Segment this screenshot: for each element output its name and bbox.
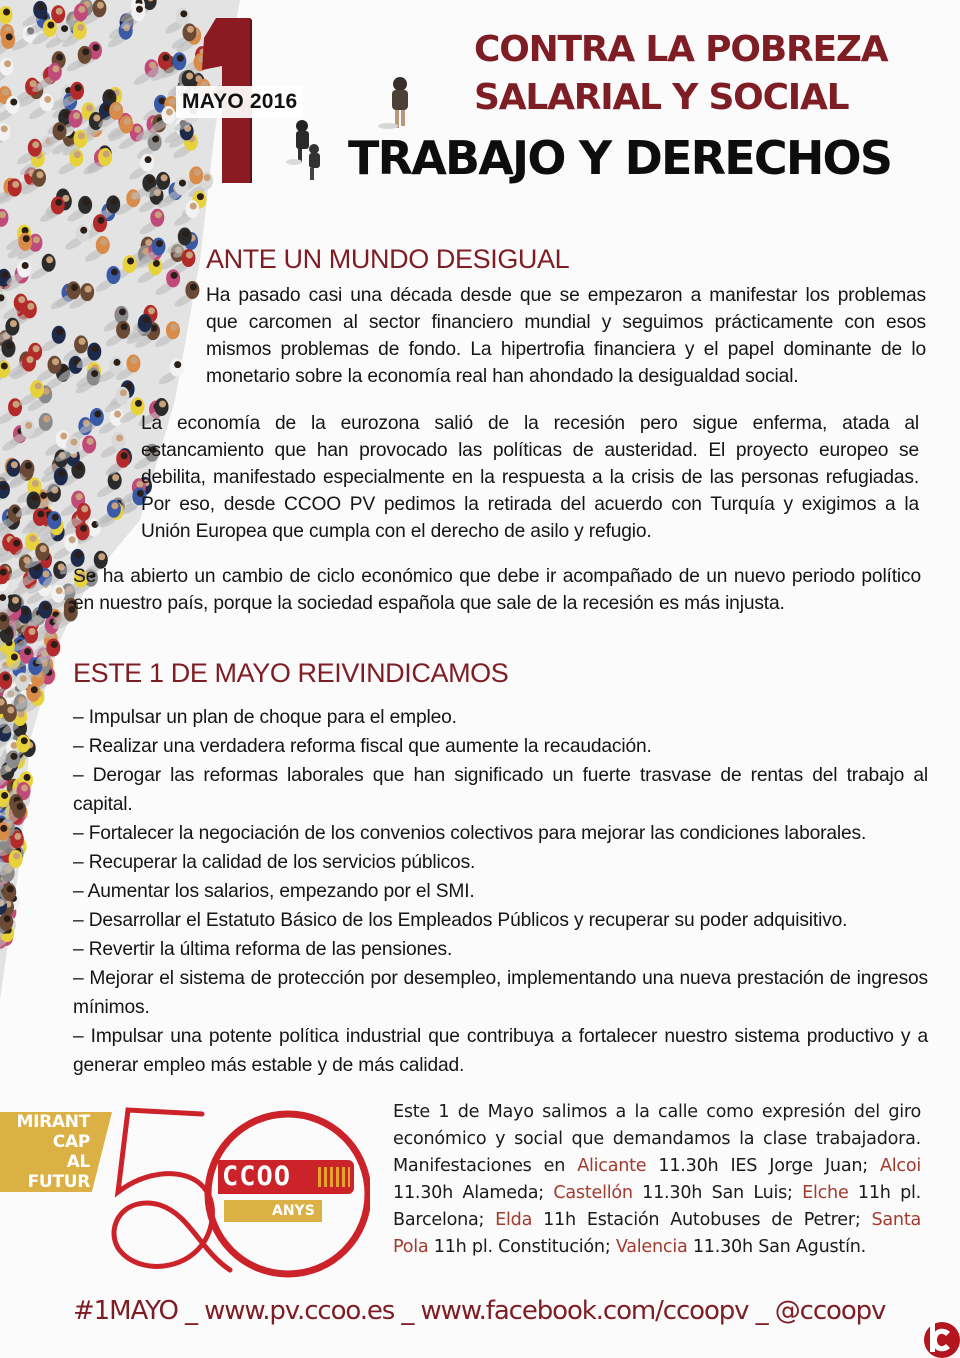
list-item: – Aumentar los salarios, empezando por el SMI. [73, 881, 475, 902]
demands-list [73, 703, 928, 1080]
separator: _ [748, 1296, 775, 1326]
list-item: – Realizar una verdadera reforma fiscal que aumente la recaudación. [73, 736, 652, 757]
section-heading-reivindicamos: ESTE 1 DE MAYO REIVINDICAMOS [73, 658, 509, 688]
city-alicante: Alicante [577, 1156, 647, 1176]
paragraph-text: Ha pasado casi una década desde que se empezaron a manifestar los problemas que carcomen al sector financiero mundial y seguimos prácticamente con esos mismos problemas de fondo. La hipertrofia financiera y el papel dominante de lo monetario sobre la economía real han ahondado la desigualdad social. [206, 285, 926, 387]
event-detail: 11h pl. Barcelona; [393, 1183, 921, 1230]
section-heading-desigual: ANTE UN MUNDO DESIGUAL [206, 244, 570, 274]
hashtag: #1MAYO [73, 1296, 178, 1326]
separator: _ [177, 1296, 205, 1326]
event-detail: 11h pl. Constitución; [428, 1237, 616, 1257]
website-link[interactable]: www.pv.ccoo.es [204, 1296, 395, 1326]
publisher-logo-icon [920, 1318, 960, 1358]
facebook-link[interactable]: www.facebook.com/ccoopv [420, 1296, 749, 1326]
event-detail: 11.30h IES Jorge Juan; [646, 1156, 880, 1176]
list-item: – Derogar las reformas laborales que han significado un fuerte trasvase de rentas del trabajo al capital. [73, 765, 928, 815]
event-detail: 11h Estación Autobuses de Petrer; [532, 1210, 872, 1230]
paragraph-text: La economía de la eurozona salió de la recesión pero sigue enferma, atada al estancamiento que han provocado las políticas de austeridad. El proyecto europeo se debilita, manifestado especialmente en la respuesta a la crisis de las personas refugiadas. Por eso, desde CCOO PV pedimos la retirada del acuerdo con Turquía y exigimos a la Unión Europea que cumpla con el derecho de asilo y refugio. [141, 413, 919, 542]
list-item: – Revertir la última reforma de las pensiones. [73, 939, 453, 960]
list-item: – Fortalecer la negociación de los convenios colectivos para mejorar las condiciones laborales. [73, 823, 867, 844]
twitter-handle[interactable]: @ccoopv [774, 1296, 886, 1326]
ccoo-wordmark: CCOO [222, 1161, 292, 1192]
list-item: – Mejorar el sistema de protección por desempleo, implementando una nueva prestación de ingresos mínimos. [73, 968, 928, 1018]
slogan-line: AL [66, 1152, 90, 1172]
fifty-outline-icon [100, 1100, 370, 1290]
city-castellon: Castellón [553, 1183, 633, 1203]
main-title [474, 26, 934, 122]
slogan-text [0, 1112, 90, 1192]
paragraph-1 [206, 282, 926, 390]
slogan-line: CAP [52, 1132, 90, 1152]
city-elche: Elche [802, 1183, 849, 1203]
list-item: – Desarrollar el Estatuto Básico de los Empleados Públicos y recuperar su poder adquisitivo. [73, 910, 848, 931]
manifestations-info [393, 1099, 921, 1261]
event-detail: 11.30h Alameda; [393, 1183, 554, 1203]
subtitle: TRABAJO Y DERECHOS [348, 131, 892, 185]
city-santa-pola: Santa Pola [393, 1210, 921, 1257]
slogan-line: FUTUR [27, 1172, 90, 1192]
list-item: – Impulsar un plan de choque para el empleo. [73, 707, 457, 728]
paragraph-2 [141, 410, 919, 545]
list-item: – Recuperar la calidad de los servicios públicos. [73, 852, 476, 873]
anys-label: ANYS [272, 1203, 315, 1219]
paragraph-text: Se ha abierto un cambio de ciclo económico que debe ir acompañado de un nuevo periodo político en nuestro país, porque la sociedad española que sale de la recesión es más injusta. [73, 566, 921, 614]
city-elda: Elda [495, 1210, 533, 1230]
title-line-2: SALARIAL Y SOCIAL [474, 77, 849, 118]
slogan-line: MIRANT [16, 1112, 90, 1132]
walker-figure [378, 74, 418, 134]
paragraph-3 [73, 563, 921, 617]
list-item: – Impulsar una potente política industrial que contribuya a fortalecer nuestro sistema productivo y a generar empleo más estable y de más calidad. [73, 1026, 928, 1076]
city-alcoi: Alcoi [880, 1156, 921, 1176]
senyera-stripes [318, 1167, 350, 1187]
closing-intro: Este 1 de Mayo salimos a la calle como expresión del giro económico y social que demandamos la clase trabajadora. Manifestaciones en [393, 1102, 921, 1176]
separator: _ [394, 1296, 421, 1326]
event-detail: 11.30h San Luis; [632, 1183, 803, 1203]
date-label: MAYO 2016 [176, 86, 303, 118]
walker-figure [300, 142, 326, 184]
ccoo-50-anys-logo [0, 1100, 370, 1290]
title-line-1: CONTRA LA POBREZA [474, 29, 888, 70]
footer-links [73, 1293, 923, 1329]
event-detail: 11.30h San Agustín. [687, 1237, 866, 1257]
city-valencia: Valencia [615, 1237, 688, 1257]
